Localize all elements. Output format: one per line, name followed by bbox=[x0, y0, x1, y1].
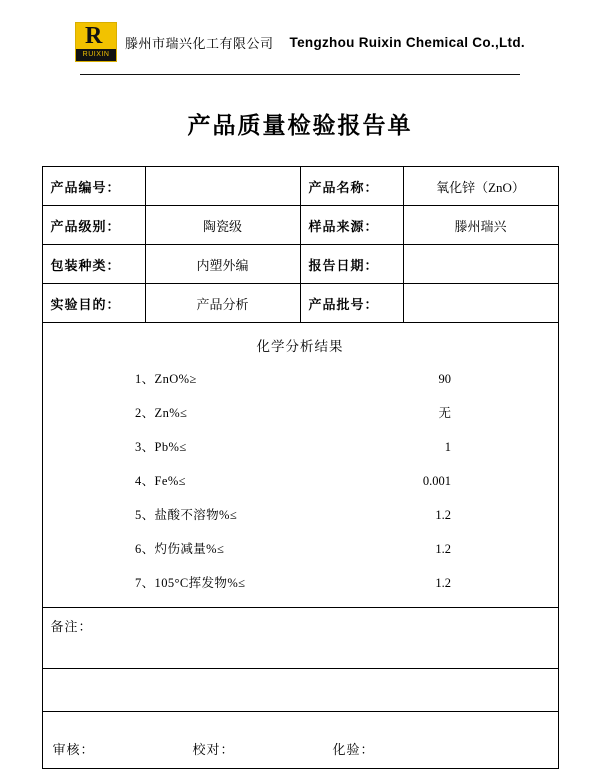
logo-letter: R bbox=[85, 23, 103, 49]
test-purpose-label: 实验目的： bbox=[42, 284, 145, 323]
chemical-item-name: 3、Pb%≤ bbox=[135, 440, 187, 454]
header-divider bbox=[80, 74, 520, 75]
sample-source-value: 滕州瑞兴 bbox=[403, 206, 558, 245]
product-grade-label: 产品级别： bbox=[42, 206, 145, 245]
remark-label: 备注： bbox=[50, 619, 93, 634]
document-header bbox=[0, 0, 600, 68]
product-name-value: 氧化锌（ZnO） bbox=[403, 167, 558, 206]
test-purpose-value: 产品分析 bbox=[145, 284, 300, 323]
list-item bbox=[135, 539, 465, 557]
logo-band-text: RUIXIN bbox=[76, 49, 116, 61]
product-code-value bbox=[145, 167, 300, 206]
chemical-item-name: 7、105°C挥发物%≤ bbox=[135, 576, 246, 590]
package-type-label: 包装种类： bbox=[42, 245, 145, 284]
page-title: 产品质量检验报告单 bbox=[187, 113, 413, 138]
chemical-results-row bbox=[42, 323, 558, 608]
product-code-label: 产品编号： bbox=[42, 167, 145, 206]
product-grade-value: 陶瓷级 bbox=[145, 206, 300, 245]
signature-cell bbox=[42, 712, 558, 769]
list-item bbox=[135, 403, 465, 421]
list-item bbox=[135, 573, 465, 591]
chemical-item-name: 2、Zn%≤ bbox=[135, 406, 188, 420]
chemical-results-heading: 化学分析结果 bbox=[256, 339, 344, 354]
chemical-item-name: 1、ZnO%≥ bbox=[135, 372, 197, 386]
chemical-item-value: 0.001 bbox=[422, 474, 451, 488]
company-logo-icon bbox=[75, 22, 117, 62]
table-row bbox=[42, 245, 558, 284]
blank-cell bbox=[42, 669, 558, 712]
list-item bbox=[135, 437, 465, 455]
product-name-label: 产品名称： bbox=[300, 167, 403, 206]
check-label: 校对： bbox=[192, 742, 235, 757]
list-item bbox=[135, 505, 465, 523]
chemical-item-value: 90 bbox=[438, 372, 451, 386]
chemical-item-value: 1 bbox=[444, 440, 451, 454]
package-type-value: 内塑外编 bbox=[145, 245, 300, 284]
chemical-item-value: 1.2 bbox=[435, 542, 451, 556]
batch-no-label: 产品批号： bbox=[300, 284, 403, 323]
report-table bbox=[42, 166, 559, 769]
table-row bbox=[42, 284, 558, 323]
signature-row bbox=[42, 712, 558, 769]
list-item bbox=[135, 369, 465, 387]
sample-source-label: 样品来源： bbox=[300, 206, 403, 245]
chemical-item-value: 1.2 bbox=[435, 576, 451, 590]
assay-label: 化验： bbox=[332, 742, 375, 757]
chemical-item-name: 6、灼伤减量%≤ bbox=[135, 542, 225, 556]
chemical-item-name: 5、盐酸不溶物%≤ bbox=[135, 508, 238, 522]
list-item bbox=[135, 471, 465, 489]
company-name-en: Tengzhou Ruixin Chemical Co.,Ltd. bbox=[289, 34, 525, 50]
report-date-label: 报告日期： bbox=[300, 245, 403, 284]
audit-label: 审核： bbox=[52, 742, 95, 757]
table-row bbox=[42, 206, 558, 245]
blank-row bbox=[42, 669, 558, 712]
chemical-results-cell bbox=[42, 323, 558, 608]
chemical-item-name: 4、Fe%≤ bbox=[135, 474, 186, 488]
remark-cell bbox=[42, 608, 558, 669]
batch-no-value bbox=[403, 284, 558, 323]
company-name-cn: 滕州市瑞兴化工有限公司 bbox=[125, 35, 274, 51]
chemical-item-value: 1.2 bbox=[435, 508, 451, 522]
chemical-item-value: 无 bbox=[438, 406, 451, 420]
report-date-value bbox=[403, 245, 558, 284]
remark-row bbox=[42, 608, 558, 669]
table-row bbox=[42, 167, 558, 206]
